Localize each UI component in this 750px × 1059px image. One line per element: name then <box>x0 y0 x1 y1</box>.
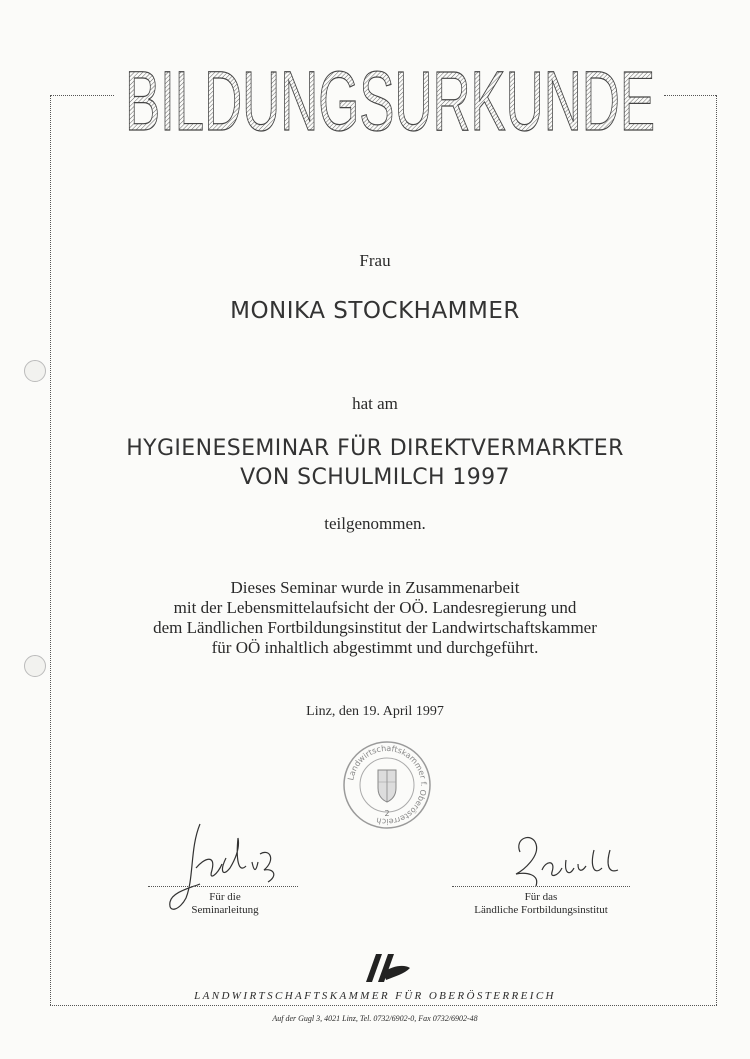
organization-name: LANDWIRTSCHAFTSKAMMER FÜR OBERÖSTERREICH <box>194 990 556 1002</box>
seminar-title-line-2: VON SCHULMILCH 1997 <box>240 465 510 490</box>
recipient-name: MONIKA STOCKHAMMER <box>230 298 520 324</box>
description-line: mit der Lebensmittelaufsicht der OÖ. Landesregierung und <box>173 598 577 617</box>
signature-label-line: Ländliche Fortbildungsinstitut <box>474 904 608 916</box>
place-and-date: Linz, den 19. April 1997 <box>306 704 444 719</box>
participation-prefix: hat am <box>352 394 398 413</box>
signature-line-right <box>452 886 630 887</box>
description-line: für OÖ inhaltlich abgestimmt und durchgeführt. <box>211 638 539 657</box>
certificate-title <box>118 50 662 146</box>
signature-label-line: Für das <box>524 891 558 903</box>
frame-border-right <box>716 95 717 1005</box>
recipient-salutation: Frau <box>359 251 391 270</box>
signature-label-line: Für die <box>209 891 241 903</box>
seal-number: 2 <box>384 809 390 818</box>
seminar-title-line-1: HYGIENESEMINAR FÜR DIREKTVERMARKTER <box>126 436 624 461</box>
signature-label-seminar <box>160 891 290 917</box>
certificate-title-text: BILDUNGSURKUNDE <box>125 54 655 146</box>
description-line: Dieses Seminar wurde in Zusammenarbeit <box>230 578 520 597</box>
seminar-title <box>0 434 750 492</box>
frame-border-top-left <box>50 95 114 96</box>
frame-border-bottom <box>50 1005 717 1006</box>
chamber-logo-icon <box>358 950 414 984</box>
official-seal-stamp <box>342 740 432 830</box>
organization-address: Auf der Gugl 3, 4021 Linz, Tel. 0732/6902-0, Fax 0732/6902-48 <box>272 1014 478 1023</box>
frame-border-top-right <box>664 95 716 96</box>
frame-border-left <box>50 95 51 1005</box>
description-line: dem Ländlichen Fortbildungsinstitut der Landwirtschaftskammer <box>153 618 597 637</box>
punch-hole-top <box>24 360 46 382</box>
seminar-description <box>0 578 750 658</box>
seal-text: Landwirtschaftskammer f. Oberösterreich <box>346 743 429 827</box>
participation-suffix: teilgenommen. <box>324 514 426 533</box>
punch-hole-bottom <box>24 655 46 677</box>
signature-line-left <box>148 886 298 887</box>
signature-label-institute <box>448 891 634 917</box>
signature-institute <box>506 830 626 900</box>
signature-label-line: Seminarleitung <box>191 904 259 916</box>
